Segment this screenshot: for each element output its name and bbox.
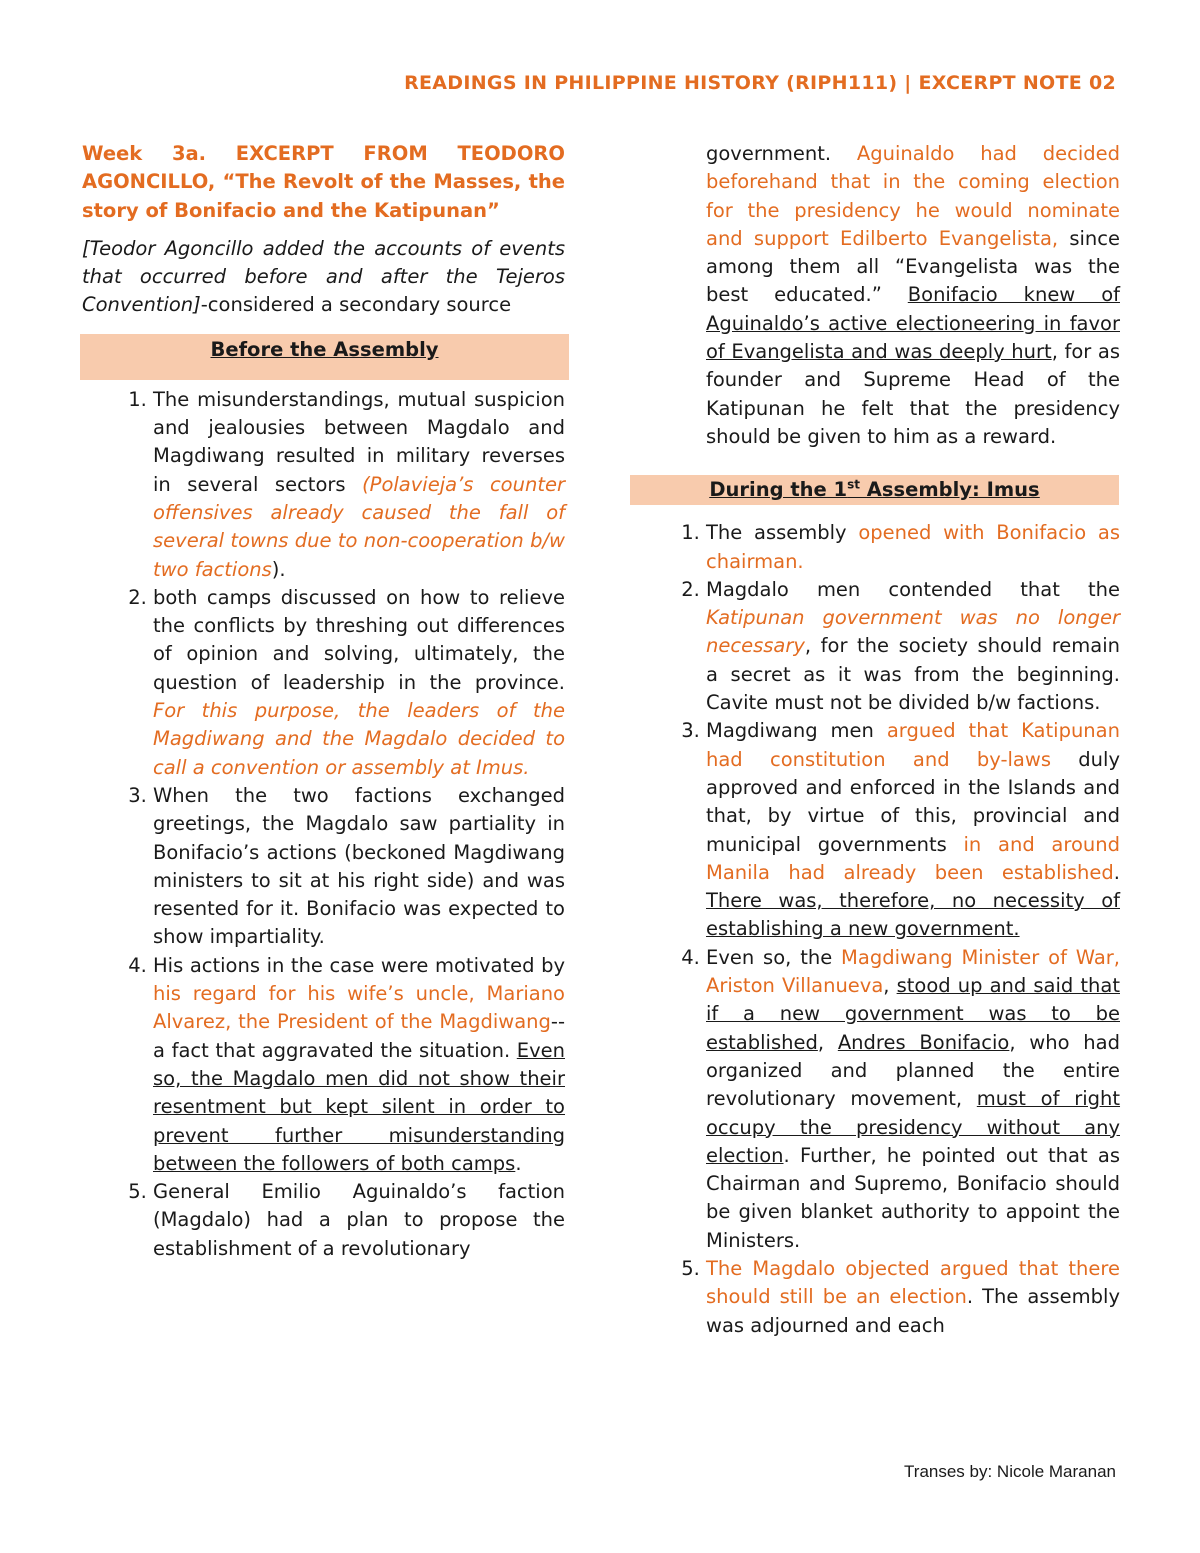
first-assembly-list: [592, 519, 1120, 1340]
continued-paragraph: government. Aguinaldo had decided beforehand that in the coming election for the presidency he would nominate and support Edilberto Evangelista, since among them all “Evangelista was the best educated.” Bonifacio knew of Aguinaldo’s active electioneering in favor of Evangelista and was deeply hurt, for as founder and Supreme Head of the Katipunan he felt that the presidency should be given to him as a reward.: [706, 142, 1121, 448]
intro-note: [82, 235, 565, 320]
list-item: 1. The assembly opened with Bonifacio as chairman.: [706, 519, 1120, 576]
intro-italic: [Teodor Agoncillo added the accounts of events that occurred before and after the Tejeros Convention]: [82, 236, 565, 317]
excerpt-title: Week 3a. EXCERPT FROM TEODORO AGONCILLO, “The Revolt of the Masses, the story of Bonifacio and the Katipunan”: [82, 142, 565, 222]
left-column: [82, 140, 565, 1263]
list-item: 5. General Emilio Aguinaldo’s faction (Magdalo) had a plan to propose the establishment of a revolutionary: [153, 1178, 565, 1263]
list-item: 1. The misunderstandings, mutual suspicion and jealousies between Magdalo and Magdiwang resulted in military reverses in several sectors (Polavieja’s counter offensives already caused the fall of several towns due to non-cooperation b/w two factions).: [153, 386, 565, 584]
list-item: 5. The Magdalo objected argued that there should still be an election. The assembly was adjourned and each: [706, 1255, 1120, 1340]
section-heading-first-assembly: During the 1st Assembly: Imus: [630, 475, 1119, 505]
document-header: READINGS IN PHILIPPINE HISTORY (RIPH111) | EXCERPT NOTE 02: [404, 72, 1116, 94]
before-assembly-list: [80, 386, 565, 1263]
list-item: 3. Magdiwang men argued that Katipunan had constitution and by-laws duly approved and enforced in the Islands and that, by virtue of this, provincial and municipal governments in and around Manila had already been established. There was, therefore, no necessity of establishing a new government.: [706, 717, 1120, 943]
list-item: 3. When the two factions exchanged greetings, the Magdalo saw partiality in Bonifacio’s actions (beckoned Magdiwang ministers to sit at his right side) and was resented for it. Bonifacio was expected to show impartiality.: [153, 782, 565, 952]
intro-rest: -considered a secondary source: [200, 293, 512, 317]
transcriber-credit: Transes by: Nicole Maranan: [904, 1462, 1116, 1481]
section-heading-before-assembly: Before the Assembly: [80, 334, 569, 380]
list-item: 4. Even so, the Magdiwang Minister of War, Ariston Villanueva, stood up and said that if a new government was to be established, Andres Bonifacio, who had organized and planned the entire revolutionary movement, must of right occupy the presidency without any election. Further, he pointed out that as Chairman and Supremo, Bonifacio should be given blanket authority to appoint the Ministers.: [706, 944, 1120, 1255]
list-item: 2. Magdalo men contended that the Katipunan government was no longer necessary, for the society should remain a secret as it was from the beginning. Cavite must not be divided b/w factions.: [706, 576, 1120, 717]
list-item: 4. His actions in the case were motivated by his regard for his wife’s uncle, Mariano Alvarez, the President of the Magdiwang-- a fact that aggravated the situation. Even so, the Magdalo men did not show their resentment but kept silent in order to prevent further misunderstanding between the followers of both camps.: [153, 952, 565, 1178]
right-column: [632, 140, 1120, 1340]
list-item: 2. both camps discussed on how to relieve the conflicts by threshing out differences of opinion and solving, ultimately, the question of leadership in the province. For this purpose, the leaders of the Magdiwang and the Magdalo decided to call a convention or assembly at Imus.: [153, 584, 565, 782]
